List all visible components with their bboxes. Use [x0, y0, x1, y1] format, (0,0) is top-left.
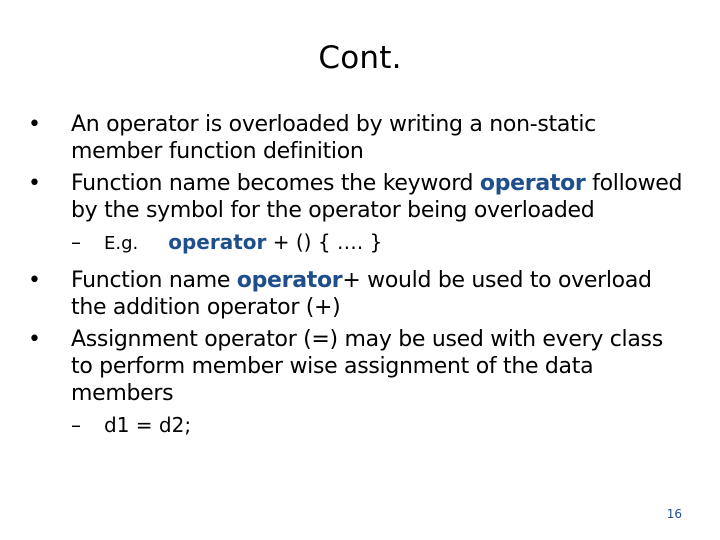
dash-icon: – [71, 230, 81, 254]
bullet-dot-icon: • [28, 171, 41, 196]
bullet-text: Function name becomes the keyword [71, 171, 480, 196]
example-prefix: E.g. [104, 233, 139, 254]
bullet-text: followed by the symbol for the operator being overloaded [71, 171, 683, 223]
bullet-item [28, 326, 688, 407]
bullet-text: Function name [71, 268, 237, 293]
bullet-item [28, 267, 688, 321]
bullet-item [28, 170, 688, 224]
bullet-item [28, 111, 688, 165]
keyword-highlight: operator [479, 171, 586, 196]
bullet-text: + would be used to overload the addition operator (+) [71, 268, 652, 320]
keyword-highlight: operator [236, 268, 343, 293]
example-code: d1 = d2; [104, 413, 192, 437]
bullet-dot-icon: • [28, 268, 41, 293]
bullet-text: An operator is overloaded by writing a non-static member function definition [71, 112, 596, 164]
slide-title: Cont. [318, 40, 402, 76]
sub-bullet-item [28, 412, 688, 438]
bullet-list [28, 111, 688, 448]
keyword-highlight: operator [168, 230, 267, 254]
page-number: 16 [666, 507, 682, 521]
bullet-dot-icon: • [28, 327, 41, 352]
bullet-dot-icon: • [28, 112, 41, 137]
sub-bullet-item [28, 229, 688, 257]
example-code: + () { …. } [266, 230, 383, 254]
dash-icon: – [71, 413, 81, 437]
bullet-text: Assignment operator (=) may be used with every class to perform member wise assignment of the data members [71, 327, 663, 406]
